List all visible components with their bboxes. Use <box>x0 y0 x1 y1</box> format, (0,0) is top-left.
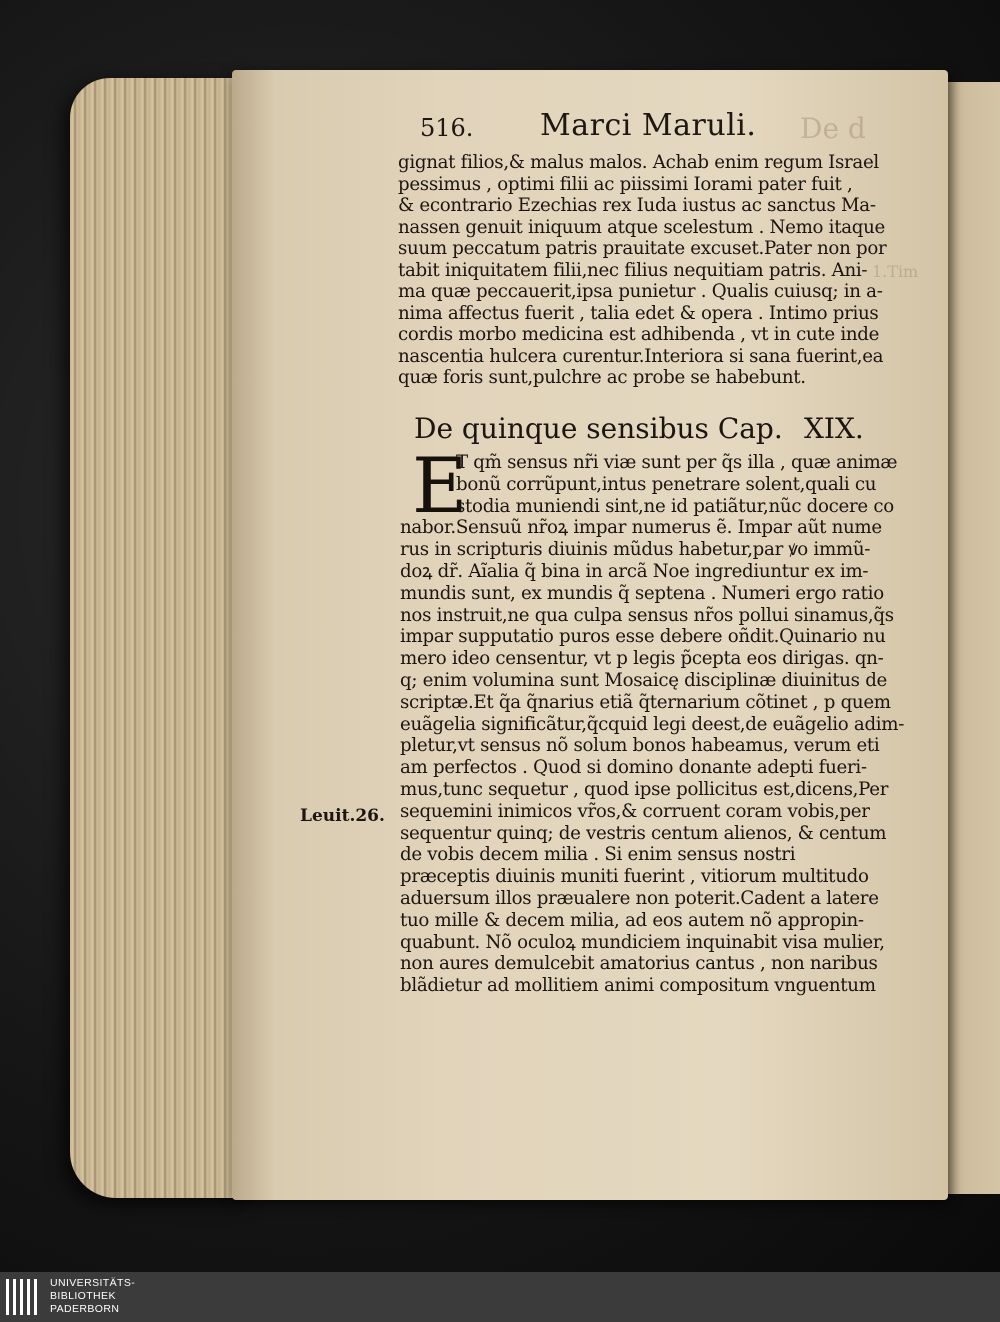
text-line: pletur,vt sensus nõ solum bonos habeamus, verum eti <box>400 735 880 757</box>
text-line: nabor.Sensuũ nr̃oꝝ impar numerus ẽ. Impar aũt nume <box>400 517 882 539</box>
text-line: nascentia hulcera curentur.Interiora si sana fuerint,ea <box>398 345 884 367</box>
text-line: nima affectus fuerit , talia edet & opera . Intimo prius <box>398 302 879 324</box>
text-line: quabunt. Nõ oculoꝝ mundiciem inquinabit visa mulier, <box>400 931 885 953</box>
text-line: gignat filios,& malus malos. Achab enim regum Israel <box>398 152 879 173</box>
text-line: scriptæ.Et q̃a q̃narius etiã q̃ternarium cõtinet , p quem <box>400 691 891 713</box>
library-name-line: BIBLIOTHEK <box>50 1290 116 1302</box>
text-line: de vobis decem milia . Si enim sensus nostri <box>400 844 796 866</box>
text-line: euãgelia significãtur,q̃cquid legi deest,de euãgelio adim- <box>400 713 905 735</box>
text-line: rus in scripturis diuinis mũdus habetur,par ꝟo immũ- <box>400 539 871 561</box>
text-line: am perfectos . Quod si domino donante adepti fueri- <box>400 757 867 779</box>
text-line: præceptis diuinis muniti fuerint , vitiorum multitudo <box>400 866 869 888</box>
text-line: sequentur quinq; de vestris centum alienos, & centum <box>400 822 887 844</box>
book-page-edges <box>70 78 250 1198</box>
page-number: 516. <box>420 114 474 142</box>
bleed-through-head: De d <box>800 112 866 145</box>
paragraph-text <box>398 152 918 389</box>
text-line: ma quæ peccauerit,ipsa punietur . Qualis cuiusq; in a- <box>398 281 883 302</box>
chapter-heading <box>414 412 914 445</box>
text-line: non aures demulcebit amatorius cantus , non naribus <box>400 953 878 975</box>
text-line: pessimus , optimi filii ac piissimi Iorami pater fuit , <box>398 173 853 195</box>
text-line: bonũ corrũpunt,intus penetrare solent,quali cu <box>456 473 877 495</box>
chapter-number: XIX. <box>804 412 864 445</box>
facing-page-edge <box>940 82 1000 1194</box>
library-footer <box>0 1272 1000 1322</box>
margin-reference: Leuit.26. <box>300 806 385 826</box>
text-line: suum peccatum patris prauitate excuset.Pater non por <box>398 238 887 259</box>
text-line: cordis morbo medicina est adhibenda , vt in cute inde <box>398 324 880 345</box>
chapter-text <box>400 452 915 997</box>
running-head: Marci Maruli. <box>540 108 757 143</box>
text-line: blãdietur ad mollitiem animi compositum vnguentum <box>400 975 876 997</box>
library-name-line: PADERBORN <box>50 1303 120 1315</box>
library-name-line: UNIVERSITÄTS- <box>50 1277 136 1289</box>
text-line: doꝝ dr̃. Aĩalia q̃ bina in arcã Noe ingrediuntur ex im- <box>400 560 869 582</box>
text-line: tuo mille & decem milia, ad eos autem nõ appropin- <box>400 909 864 931</box>
text-line: q; enim volumina sunt Mosaicę disciplinæ diuinitus de <box>400 669 888 691</box>
library-logo-icon <box>4 1275 44 1319</box>
text-line: stodia muniendi sint,ne id patiãtur,nũc docere co <box>456 495 894 517</box>
text-line: sequemini inimicos vr̃os,& corruent coram vobis,per <box>400 800 870 822</box>
text-line: nos instruit,ne qua culpa sensus nr̃os pollui sinamus,q̃s <box>400 604 894 626</box>
text-line: mundis sunt, ex mundis q̃ septena . Numeri ergo ratio <box>400 582 884 604</box>
drop-cap-initial: E <box>412 441 468 530</box>
text-line: impar supputatio puros esse debere oñdit.Quinario nu <box>400 626 886 648</box>
library-name <box>50 1277 135 1316</box>
text-line: mus,tunc sequetur , quod ipse pollicitus est,dicens,Per <box>400 778 889 800</box>
text-line: aduersum illos præualere non poterit.Cadent a latere <box>400 887 879 909</box>
text-line: & econtrario Ezechias rex Iuda iustus ac sanctus Ma- <box>398 195 876 216</box>
text-line: quæ foris sunt,pulchre ac probe se habebunt. <box>398 367 806 388</box>
chapter-title: De quinque sensibus Cap. <box>414 412 783 445</box>
text-line: T qm̃ sensus nr̃i viæ sunt per q̃s illa , quæ animæ <box>456 452 898 473</box>
text-line: tabit iniquitatem filii,nec filius nequitiam patris. Ani- <box>398 259 868 281</box>
bleed-through-margin: 1.Tim <box>872 262 919 281</box>
text-line: nassen genuit iniquum atque scelestum . Nemo itaque <box>398 216 885 238</box>
text-line: mero ideo censentur, vt p legis p̃cepta eos dirigas. qn- <box>400 648 884 670</box>
page-header <box>420 108 940 152</box>
